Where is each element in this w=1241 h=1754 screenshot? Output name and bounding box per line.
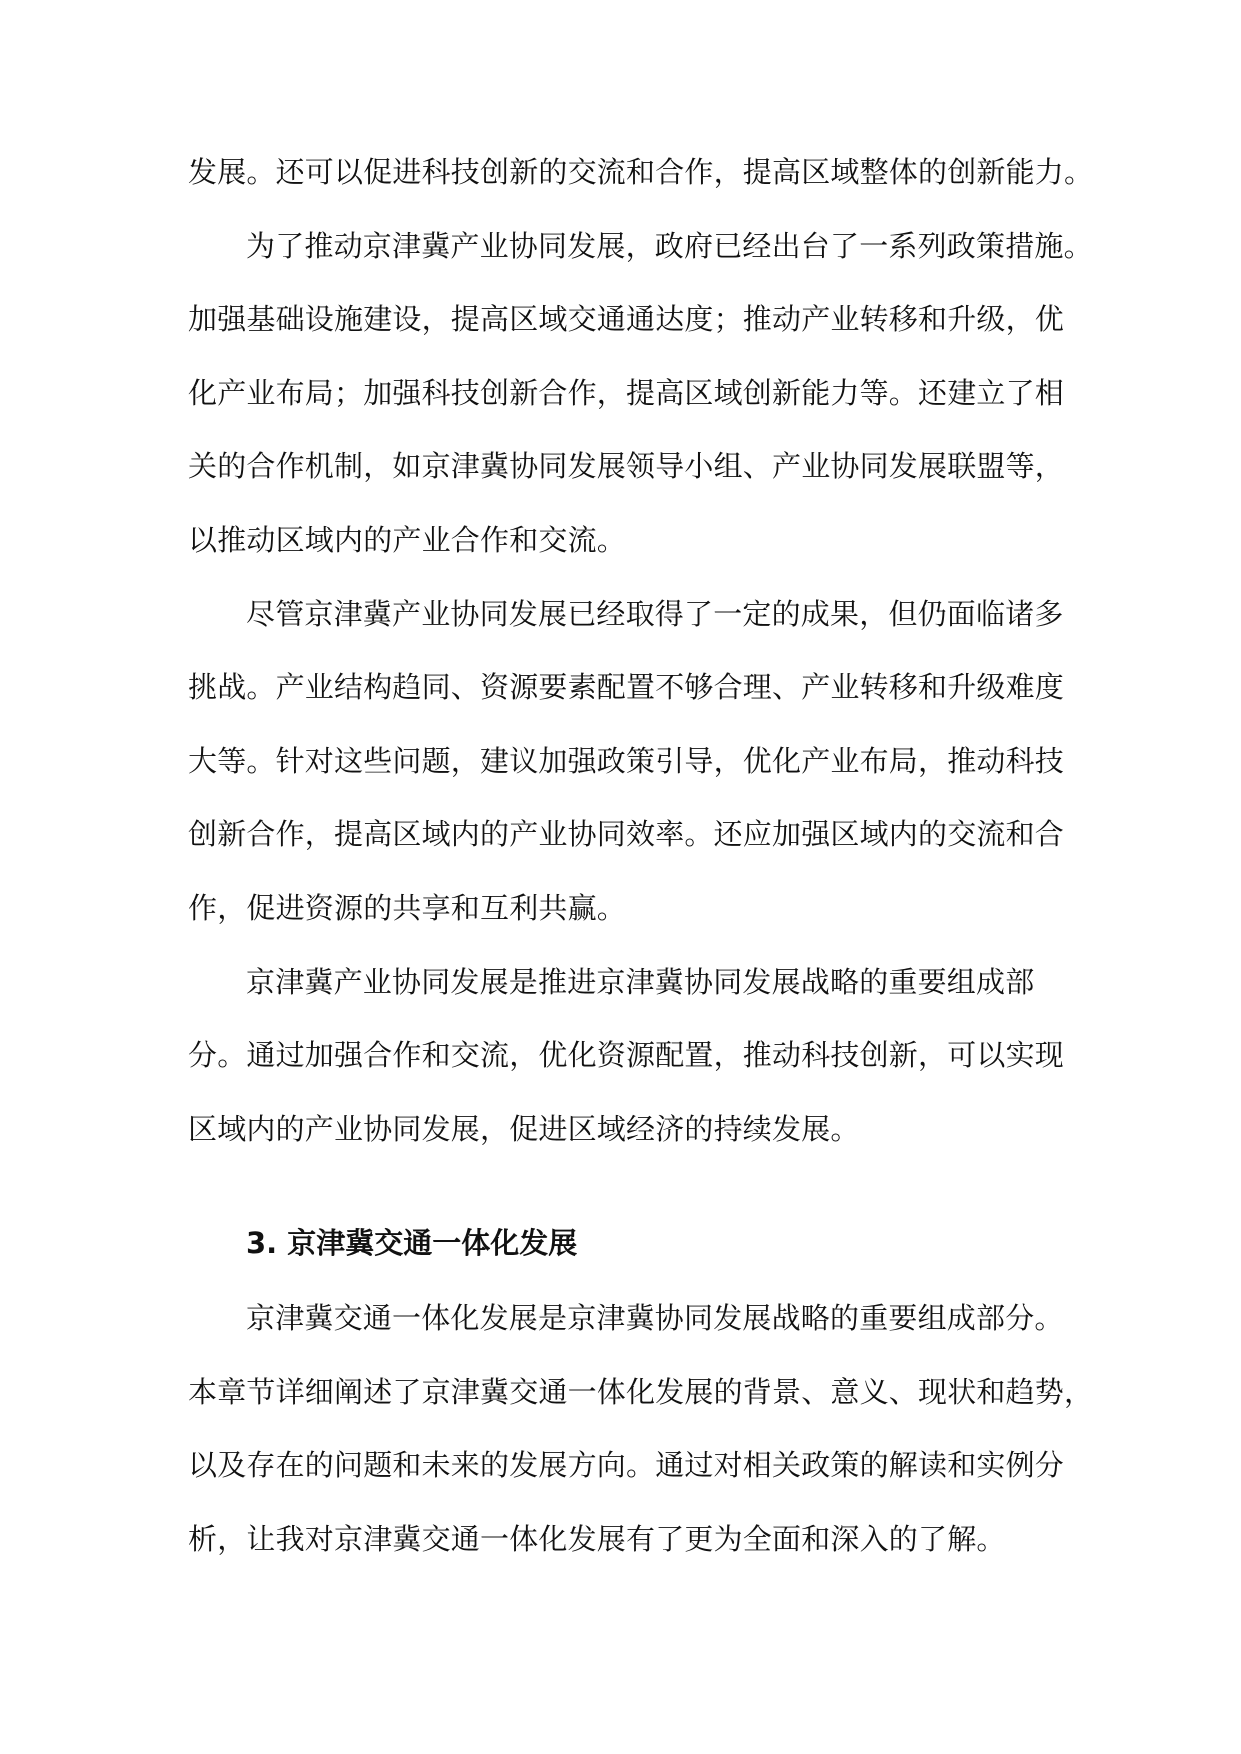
text-line: 为了推动京津冀产业协同发展，政府已经出台了一系列政策措施。 — [246, 228, 1093, 263]
text-line: 创新合作，提高区域内的产业协同效率。还应加强区域内的交流和合 — [188, 817, 1065, 852]
text-line: 作，促进资源的共享和互利共赢。 — [188, 890, 627, 925]
text-line: 以及存在的问题和未来的发展方向。通过对相关政策的解读和实例分 — [188, 1448, 1065, 1483]
text-line: 分。通过加强合作和交流，优化资源配置，推动科技创新，可以实现 — [188, 1038, 1065, 1073]
text-line: 大等。针对这些问题，建议加强政策引导，优化产业布局，推动科技 — [188, 743, 1065, 778]
text-line: 关的合作机制，如京津冀协同发展领导小组、产业协同发展联盟等， — [188, 449, 1065, 484]
text-line: 化产业布局；加强科技创新合作，提高区域创新能力等。还建立了相 — [188, 375, 1065, 410]
section-heading: 3. 京津冀交通一体化发展 — [246, 1226, 578, 1261]
text-line: 挑战。产业结构趋同、资源要素配置不够合理、产业转移和升级难度 — [188, 670, 1065, 705]
document-body — [188, 136, 1094, 1576]
text-line: 以推动区域内的产业合作和交流。 — [188, 522, 627, 557]
text-line: 区域内的产业协同发展，促进区域经济的持续发展。 — [188, 1111, 860, 1146]
text-line: 京津冀交通一体化发展是京津冀协同发展战略的重要组成部分。 — [246, 1300, 1064, 1335]
paragraph-1 — [188, 136, 1094, 210]
text-line: 发展。还可以促进科技创新的交流和合作，提高区域整体的创新能力。 — [188, 155, 1094, 189]
text-line: 尽管京津冀产业协同发展已经取得了一定的成果，但仍面临诸多 — [246, 596, 1064, 631]
paragraph-5 — [188, 1282, 1094, 1576]
text-line: 本章节详细阐述了京津冀交通一体化发展的背景、意义、现状和趋势， — [188, 1374, 1094, 1409]
paragraph-2 — [188, 210, 1093, 578]
text-line: 京津冀产业协同发展是推进京津冀协同发展战略的重要组成部 — [246, 964, 1035, 999]
text-line: 加强基础设施建设，提高区域交通通达度；推动产业转移和升级，优 — [188, 302, 1065, 337]
paragraph-3 — [188, 578, 1064, 946]
text-line: 析，让我对京津冀交通一体化发展有了更为全面和深入的了解。 — [188, 1521, 1006, 1556]
paragraph-4 — [188, 946, 1064, 1167]
